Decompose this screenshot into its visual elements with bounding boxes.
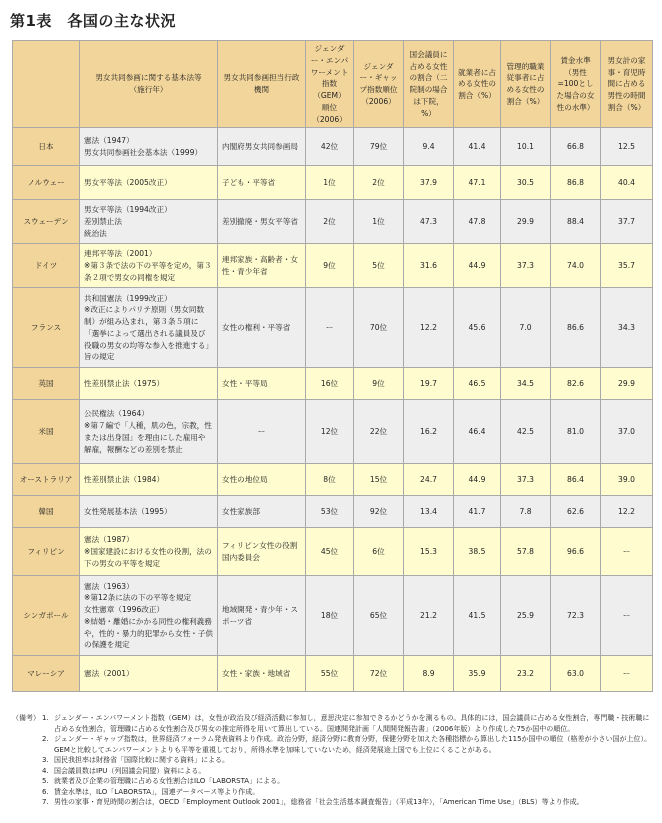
- law-cell: 連邦平等法（2001） ※第３条で法の下の平等を定め，第３条２項で男女の同権を規定: [80, 244, 218, 288]
- note-text: 就業者及び企業の管理職に占める女性割合はILO「LABORSTA」による。: [54, 777, 285, 785]
- law-cell: 憲法（1963） ※第12条に法の下の平等を規定 女性憲章（1996改正） ※結婚・離婚にかかる同性の権利義務や，性的・暴力的犯罪から女性・子供の保護を規定: [80, 576, 218, 656]
- table-body: [13, 128, 653, 692]
- gem-cell: 8位: [306, 464, 354, 496]
- country-cell: マレーシア: [13, 656, 80, 692]
- parl-cell: 12.2: [404, 288, 454, 368]
- notes-label: [12, 787, 42, 798]
- note-item: [12, 734, 652, 755]
- house-cell: 34.3: [601, 288, 653, 368]
- mgr-cell: 7.8: [501, 496, 551, 528]
- wage-cell: 72.3: [551, 576, 601, 656]
- notes-label: [12, 766, 42, 777]
- wage-cell: 82.6: [551, 368, 601, 400]
- table-row: [13, 528, 653, 576]
- note-text: 賃金水準は，ILO「LABORSTA」，国連データベース等より作成。: [54, 787, 260, 796]
- table-row: [13, 166, 653, 200]
- gem-cell: 18位: [306, 576, 354, 656]
- parl-cell: 24.7: [404, 464, 454, 496]
- note-item: [12, 787, 652, 798]
- gem-cell: 42位: [306, 128, 354, 166]
- emp-cell: 46.4: [454, 400, 501, 464]
- table-row: [13, 576, 653, 656]
- emp-cell: 41.5: [454, 576, 501, 656]
- column-header: [13, 41, 80, 128]
- law-cell: 性差別禁止法（1975）: [80, 368, 218, 400]
- house-cell: 37.7: [601, 200, 653, 244]
- note-text: 男性の家事・育児時間の割合は，OECD「Employment Outlook 2001」，総務省「社会生活基本調査報告」（平成13年），「American Time Use」（BLS）等より作成。: [54, 798, 584, 806]
- notes-label: [12, 776, 42, 787]
- gem-cell: 16位: [306, 368, 354, 400]
- gem-cell: 55位: [306, 656, 354, 692]
- gem-cell: 53位: [306, 496, 354, 528]
- org-cell: 内閣府男女共同参画局: [218, 128, 306, 166]
- column-header: 管理的職業従事者に占める女性の割合（%）: [501, 41, 551, 128]
- house-cell: 29.9: [601, 368, 653, 400]
- country-cell: シンガポール: [13, 576, 80, 656]
- table-row: [13, 464, 653, 496]
- column-header: 国会議員に占める女性の割合（二院制の場合は下院，%）: [404, 41, 454, 128]
- gem-cell: ー: [306, 288, 354, 368]
- column-header: ジェンダー・ギャップ指数順位（2006）: [354, 41, 404, 128]
- mgr-cell: 57.8: [501, 528, 551, 576]
- country-cell: 韓国: [13, 496, 80, 528]
- status-table: [12, 40, 653, 692]
- gap-cell: 22位: [354, 400, 404, 464]
- law-cell: 性差別禁止法（1984）: [80, 464, 218, 496]
- note-number: 7.: [42, 798, 49, 806]
- mgr-cell: 37.3: [501, 244, 551, 288]
- table-row: [13, 368, 653, 400]
- table-row: [13, 244, 653, 288]
- mgr-cell: 30.5: [501, 166, 551, 200]
- org-cell: フィリピン女性の役割国内委員会: [218, 528, 306, 576]
- law-cell: 共和国憲法（1999改正） ※改正によりパリテ原則（男女同数制）が組み込まれ，第３条５項に「選挙によって選出される議員及び役職の男女の均等な参入を推進する」旨の規定: [80, 288, 218, 368]
- wage-cell: 88.4: [551, 200, 601, 244]
- parl-cell: 8.9: [404, 656, 454, 692]
- house-cell: 12.2: [601, 496, 653, 528]
- parl-cell: 47.3: [404, 200, 454, 244]
- country-cell: ノルウェー: [13, 166, 80, 200]
- gem-cell: 1位: [306, 166, 354, 200]
- law-cell: 憲法（1947） 男女共同参画社会基本法（1999）: [80, 128, 218, 166]
- column-header: 男女計の家事・育児時間に占める男性の時間割合（%）: [601, 41, 653, 128]
- org-cell: 女性・家族・地域省: [218, 656, 306, 692]
- mgr-cell: 29.9: [501, 200, 551, 244]
- parl-cell: 37.9: [404, 166, 454, 200]
- org-cell: 女性・平等局: [218, 368, 306, 400]
- wage-cell: 66.8: [551, 128, 601, 166]
- house-cell: ー: [601, 528, 653, 576]
- note-item: [12, 766, 652, 777]
- wage-cell: 74.0: [551, 244, 601, 288]
- org-cell: 女性家族部: [218, 496, 306, 528]
- parl-cell: 19.7: [404, 368, 454, 400]
- org-cell: 女性の権利・平等省: [218, 288, 306, 368]
- org-cell: 差別撤廃・男女平等省: [218, 200, 306, 244]
- parl-cell: 21.2: [404, 576, 454, 656]
- note-number: 5.: [42, 777, 49, 785]
- country-cell: オーストラリア: [13, 464, 80, 496]
- parl-cell: 31.6: [404, 244, 454, 288]
- law-cell: 公民権法（1964） ※第７編で「人種，肌の色，宗教，性または出身国」を理由にした雇用や解雇，報酬などの差別を禁止: [80, 400, 218, 464]
- notes-label: [12, 734, 42, 755]
- table-row: [13, 200, 653, 244]
- house-cell: 40.4: [601, 166, 653, 200]
- emp-cell: 46.5: [454, 368, 501, 400]
- country-cell: スウェーデン: [13, 200, 80, 244]
- house-cell: ー: [601, 656, 653, 692]
- country-cell: 日本: [13, 128, 80, 166]
- law-cell: 男女平等法（1994改正） 差別禁止法 統治法: [80, 200, 218, 244]
- emp-cell: 38.5: [454, 528, 501, 576]
- gap-cell: 6位: [354, 528, 404, 576]
- mgr-cell: 42.5: [501, 400, 551, 464]
- emp-cell: 44.9: [454, 244, 501, 288]
- country-cell: 米国: [13, 400, 80, 464]
- gap-cell: 70位: [354, 288, 404, 368]
- note-text: ジェンダー・エンパワーメント指数（GEM）は，女性が政治及び経済活動に参加し，意思決定に参加できるかどうかを測るもの。具体的には，国会議員に占める女性割合，専門職・技術職に占める女性割合，管理職に占める女性割合及び男女の推定所得を用いて算出している。国連開発計画「人間開発報告書」（2006年版）より作成した75か国中の順位。: [54, 714, 650, 733]
- wage-cell: 86.8: [551, 166, 601, 200]
- table-row: [13, 656, 653, 692]
- mgr-cell: 7.0: [501, 288, 551, 368]
- house-cell: 12.5: [601, 128, 653, 166]
- org-cell: 女性の地位局: [218, 464, 306, 496]
- org-cell: 連邦家族・高齢者・女性・青少年省: [218, 244, 306, 288]
- table-row: [13, 288, 653, 368]
- note-text: 国民我担率は財務省「国際比較に関する資料」による。: [54, 756, 229, 764]
- mgr-cell: 34.5: [501, 368, 551, 400]
- gap-cell: 5位: [354, 244, 404, 288]
- emp-cell: 41.4: [454, 128, 501, 166]
- gap-cell: 72位: [354, 656, 404, 692]
- wage-cell: 86.6: [551, 288, 601, 368]
- notes-label: [12, 797, 42, 808]
- gap-cell: 79位: [354, 128, 404, 166]
- parl-cell: 15.3: [404, 528, 454, 576]
- column-header: 男女共同参画担当行政機関: [218, 41, 306, 128]
- emp-cell: 41.7: [454, 496, 501, 528]
- gem-cell: 9位: [306, 244, 354, 288]
- law-cell: 男女平等法（2005改正）: [80, 166, 218, 200]
- notes-section: [12, 713, 652, 808]
- page-title: 第1表 各国の主な状況: [10, 12, 176, 30]
- country-cell: 英国: [13, 368, 80, 400]
- emp-cell: 47.1: [454, 166, 501, 200]
- table-row: [13, 128, 653, 166]
- org-cell: 地域開発・青少年・スポーツ省: [218, 576, 306, 656]
- note-item: [12, 776, 652, 787]
- house-cell: 35.7: [601, 244, 653, 288]
- house-cell: 39.0: [601, 464, 653, 496]
- gap-cell: 2位: [354, 166, 404, 200]
- mgr-cell: 23.2: [501, 656, 551, 692]
- gap-cell: 9位: [354, 368, 404, 400]
- note-number: 6.: [42, 787, 49, 796]
- column-header: 就業者に占める女性の割合（%）: [454, 41, 501, 128]
- notes-label: [12, 755, 42, 766]
- note-number: 4.: [42, 766, 49, 775]
- law-cell: 憲法（1987） ※国家建設における女性の役割，法の下の男女の平等を規定: [80, 528, 218, 576]
- wage-cell: 81.0: [551, 400, 601, 464]
- note-number: 1.: [42, 714, 49, 722]
- emp-cell: 44.9: [454, 464, 501, 496]
- column-header: ジェンダー・エンパワーメント指数（GEM）順位（2006）: [306, 41, 354, 128]
- parl-cell: 16.2: [404, 400, 454, 464]
- gem-cell: 12位: [306, 400, 354, 464]
- emp-cell: 47.8: [454, 200, 501, 244]
- country-cell: フィリピン: [13, 528, 80, 576]
- law-cell: 女性発展基本法（1995）: [80, 496, 218, 528]
- org-cell: 子ども・平等省: [218, 166, 306, 200]
- column-header: 男女共同参画に関する基本法等 （施行年）: [80, 41, 218, 128]
- gap-cell: 92位: [354, 496, 404, 528]
- law-cell: 憲法（2001）: [80, 656, 218, 692]
- table-row: [13, 496, 653, 528]
- note-text: ジェンダー・ギャップ指数は，世界経済フォーラム発表資料より作成。政治分野，経済分野に教育分野，保健分野を加えた各種指標から算出した115か国中の順位（格差が小さい国が上位）。GEMと比較してエンパワーメントよりも平等を重視しており，所得水準を加味していないため，経済発展途上国でも上位にくることがある。: [54, 735, 652, 754]
- column-header: 賃金水準（男性=100とした場合の女性の水準）: [551, 41, 601, 128]
- note-number: 3.: [42, 756, 49, 764]
- note-number: 2.: [42, 735, 49, 743]
- note-text: 国会議員数はIPU（列国議会同盟）資料による。: [54, 766, 206, 775]
- country-cell: フランス: [13, 288, 80, 368]
- gap-cell: 1位: [354, 200, 404, 244]
- gap-cell: 15位: [354, 464, 404, 496]
- house-cell: 37.0: [601, 400, 653, 464]
- note-item: [12, 713, 652, 734]
- table-row: [13, 400, 653, 464]
- note-item: [12, 755, 652, 766]
- note-item: [12, 797, 652, 808]
- mgr-cell: 10.1: [501, 128, 551, 166]
- gap-cell: 65位: [354, 576, 404, 656]
- wage-cell: 86.4: [551, 464, 601, 496]
- wage-cell: 96.6: [551, 528, 601, 576]
- emp-cell: 45.6: [454, 288, 501, 368]
- wage-cell: 62.6: [551, 496, 601, 528]
- parl-cell: 9.4: [404, 128, 454, 166]
- notes-label: （備考）: [12, 714, 40, 722]
- wage-cell: 63.0: [551, 656, 601, 692]
- emp-cell: 35.9: [454, 656, 501, 692]
- country-cell: ドイツ: [13, 244, 80, 288]
- parl-cell: 13.4: [404, 496, 454, 528]
- gem-cell: 2位: [306, 200, 354, 244]
- mgr-cell: 25.9: [501, 576, 551, 656]
- gem-cell: 45位: [306, 528, 354, 576]
- org-cell: ー: [218, 400, 306, 464]
- mgr-cell: 37.3: [501, 464, 551, 496]
- house-cell: ー: [601, 576, 653, 656]
- header-row: [13, 41, 653, 128]
